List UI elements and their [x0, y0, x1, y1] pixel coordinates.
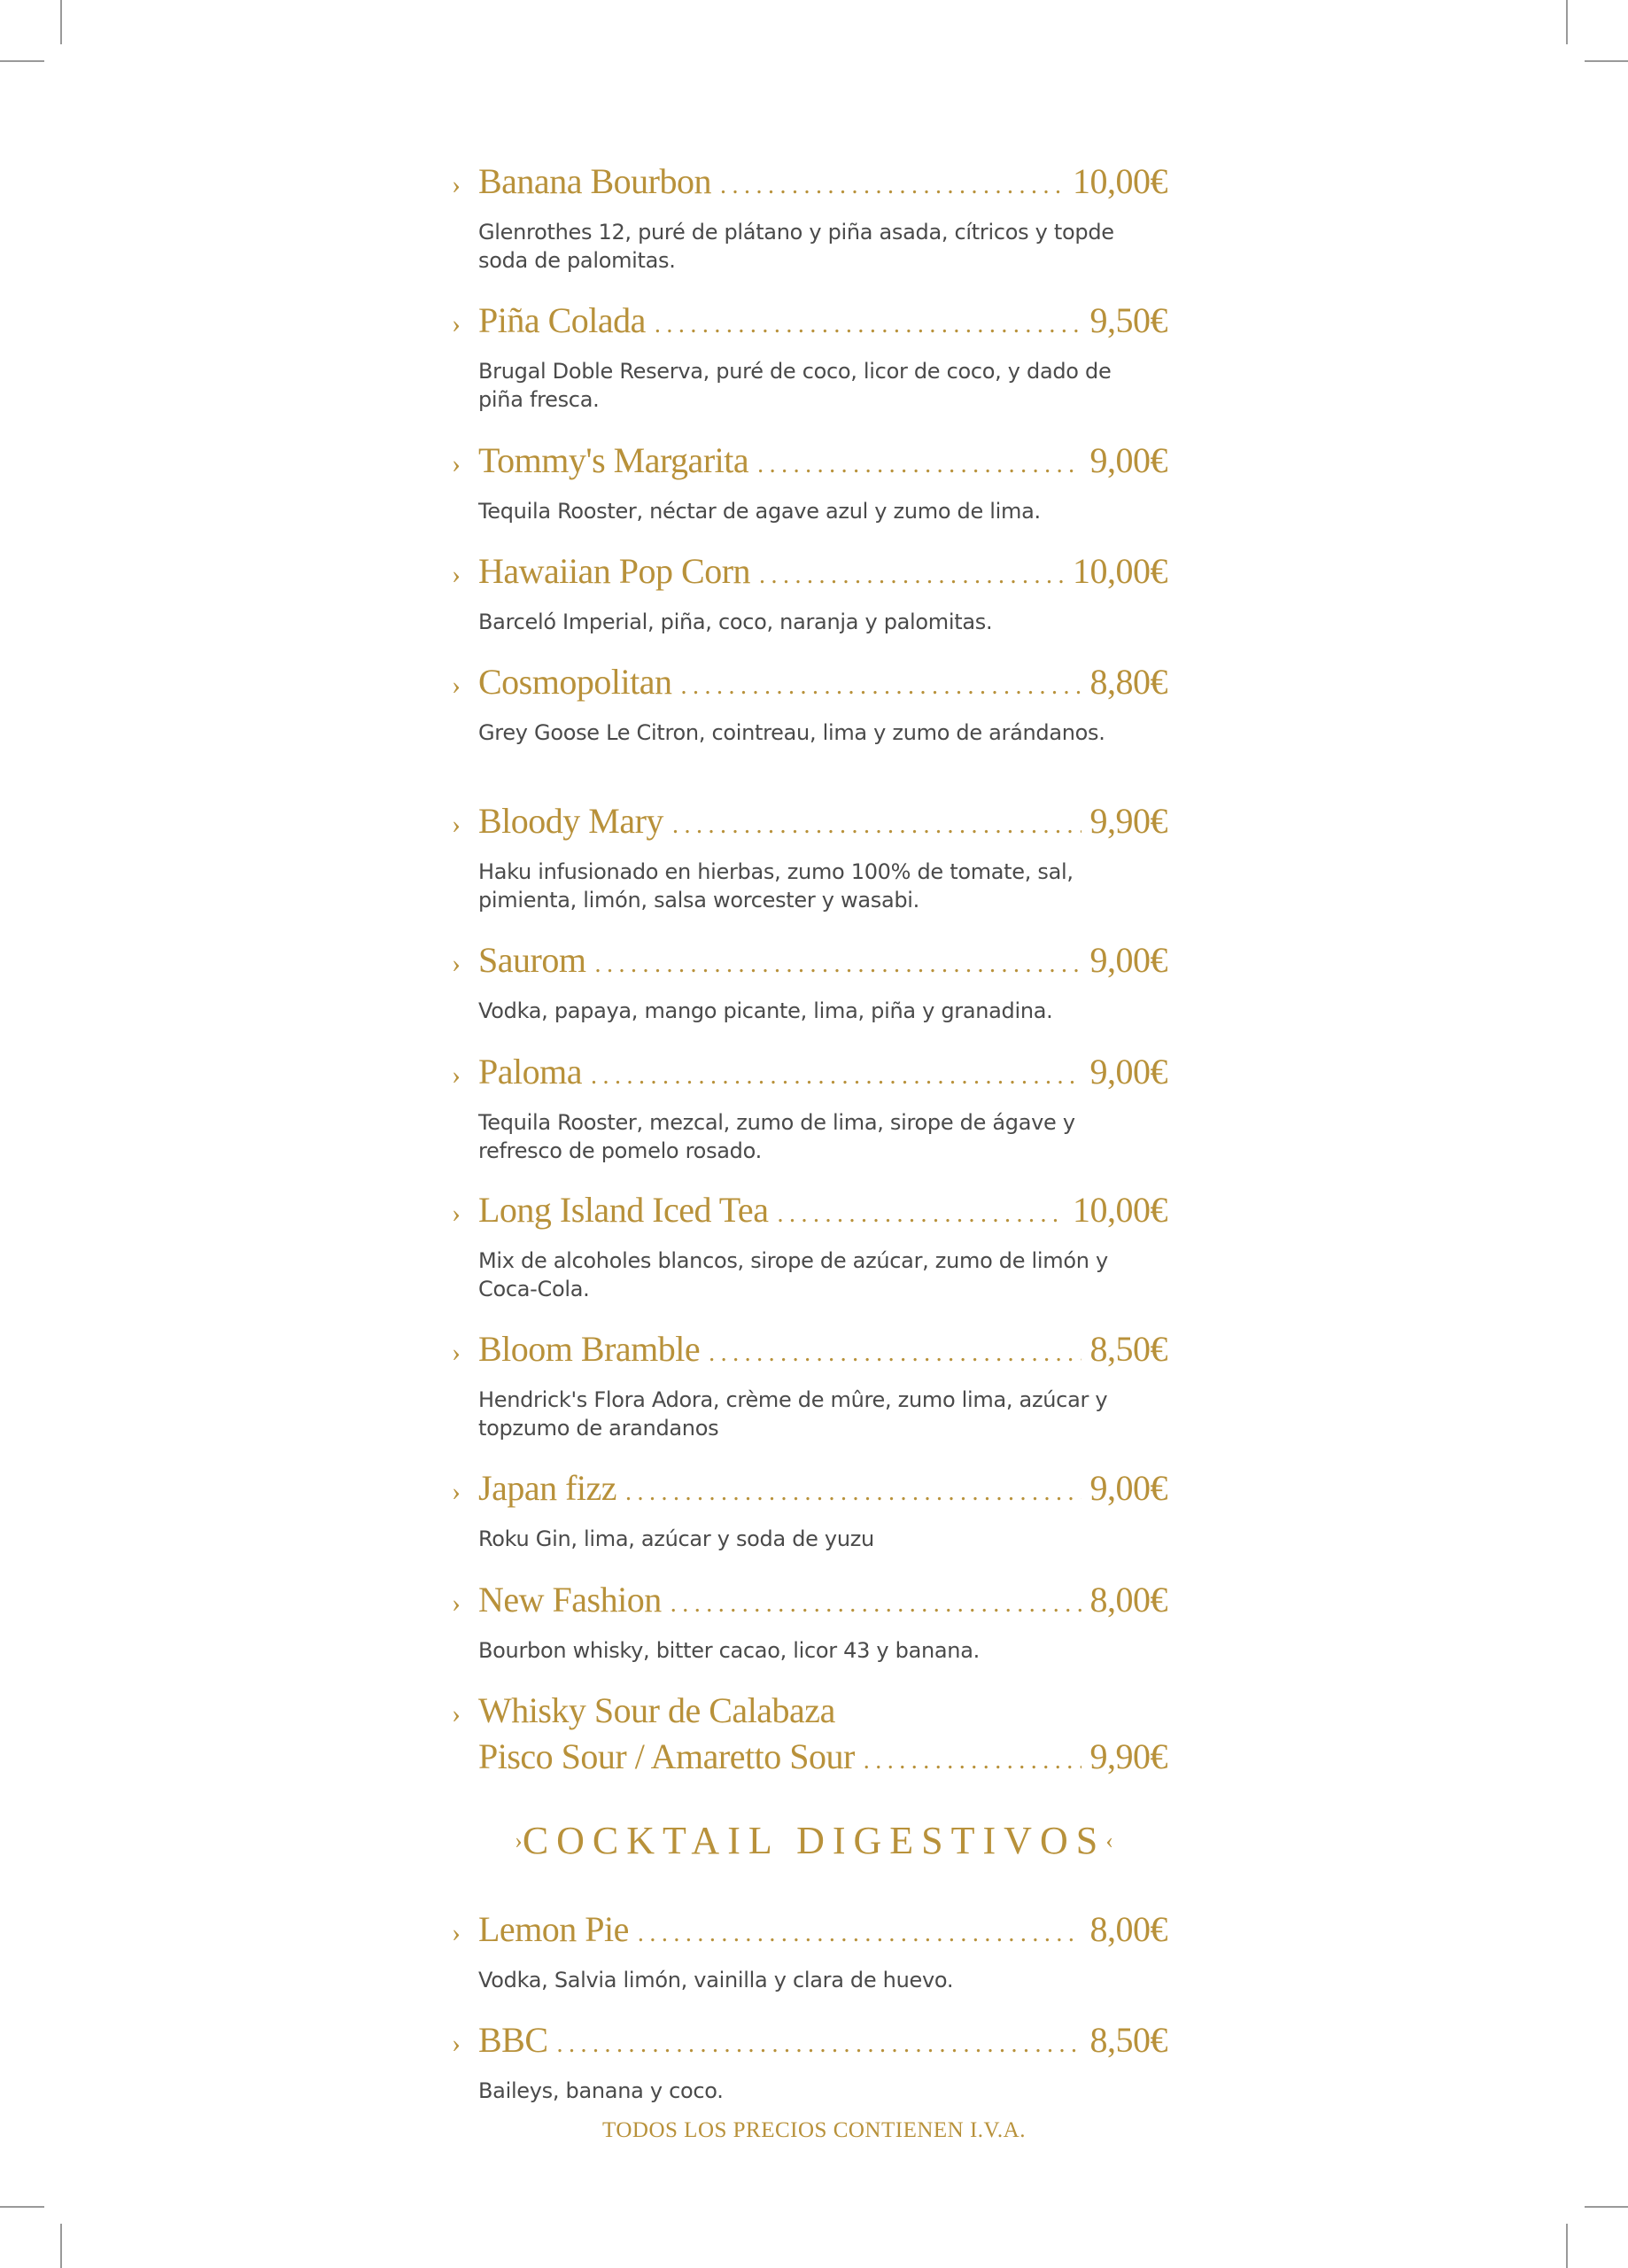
- menu-item-name: Hawaiian Pop Corn: [478, 551, 751, 591]
- menu-item: [452, 1189, 1167, 1303]
- menu-item: [452, 2019, 1167, 2105]
- menu-item-name: Banana Bourbon: [478, 161, 711, 201]
- dot-leader: [625, 1472, 1081, 1514]
- menu-item-name: Saurom: [478, 940, 586, 980]
- menu-item-name: Whisky Sour de Calabaza: [478, 1690, 835, 1730]
- menu-item-price: 8,00€: [1089, 1909, 1167, 1949]
- menu-item-price: 8,50€: [1089, 1329, 1167, 1369]
- menu-item-title-row: [452, 800, 1167, 847]
- menu-item: [452, 1579, 1167, 1665]
- menu-item: [452, 160, 1167, 275]
- menu-item-name: BBC: [478, 2020, 548, 2060]
- menu-item: [452, 1051, 1167, 1165]
- menu-item-title-row: [452, 1051, 1167, 1098]
- menu-item: [452, 1467, 1167, 1553]
- menu-item-name: Tommy's Margarita: [478, 440, 749, 480]
- menu-item-description: Roku Gin, lima, azúcar y soda de yuzu: [478, 1526, 874, 1551]
- menu-item-description: Barceló Imperial, piña, coco, naranja y palomitas.: [478, 610, 993, 634]
- chevron-right-icon: ›: [452, 170, 461, 199]
- menu-item-price: 9,90€: [1089, 801, 1167, 841]
- dot-leader: [655, 304, 1081, 346]
- menu-item-description: Tequila Rooster, mezcal, zumo de lima, sirope de ágave y refresco de pomelo rosado.: [478, 1110, 1075, 1163]
- menu-item: [452, 939, 1167, 1025]
- menu-item-name: New Fashion: [478, 1580, 662, 1619]
- menu-item-title-row: [452, 661, 1167, 708]
- menu-item-description: Mix de alcoholes blancos, sirope de azúcar, zumo de limón y Coca-Cola.: [478, 1248, 1108, 1301]
- chevron-right-icon: ›: [452, 1060, 461, 1090]
- section-title-cocktail-digestivos: [0, 1818, 1628, 1863]
- chevron-right-icon: ›: [452, 1338, 461, 1367]
- chevron-right-icon: ›: [452, 449, 461, 478]
- menu-item: [452, 550, 1167, 636]
- chevron-right-icon: ›: [452, 671, 461, 700]
- menu-item-price: 9,50€: [1089, 300, 1167, 340]
- menu-item-title-row-2: [452, 1736, 1167, 1783]
- chevron-right-icon: ›: [452, 2029, 461, 2058]
- menu-item-title-row: [452, 439, 1167, 486]
- dot-leader: [720, 165, 1064, 207]
- menu-item: [452, 661, 1167, 747]
- menu-item-name: Long Island Iced Tea: [478, 1190, 769, 1230]
- menu-item-title-row: [452, 299, 1167, 346]
- menu-item-description: Baileys, banana y coco.: [478, 2078, 724, 2103]
- menu-item-title-row: [452, 1328, 1167, 1375]
- menu-item-price: 8,00€: [1089, 1580, 1167, 1619]
- vat-notice: TODOS LOS PRECIOS CONTIENEN I.V.A.: [602, 2118, 1026, 2142]
- menu-item-description: Glenrothes 12, puré de plátano y piña asada, cítricos y topde soda de palomitas.: [478, 220, 1114, 273]
- dot-leader: [864, 1740, 1081, 1783]
- chevron-right-icon: ›: [452, 1699, 461, 1728]
- chevron-right-icon: ›: [452, 1199, 461, 1228]
- menu-item-name: Bloom Bramble: [478, 1329, 701, 1369]
- menu-item: [452, 800, 1167, 914]
- menu-item-description: Bourbon whisky, bitter cacao, licor 43 y banana.: [478, 1638, 980, 1663]
- menu-item-price: 9,90€: [1089, 1736, 1167, 1776]
- menu-item-title-row: [452, 1189, 1167, 1236]
- dot-leader: [759, 555, 1064, 597]
- chevron-right-icon: ›: [452, 810, 461, 839]
- dot-leader: [757, 444, 1081, 486]
- chevron-right-icon: ›: [452, 1918, 461, 1947]
- dot-leader: [680, 665, 1081, 708]
- menu-item-title-row: [452, 939, 1167, 986]
- chevron-left-icon: ‹: [1105, 1828, 1113, 1853]
- menu-item-price: 9,00€: [1089, 440, 1167, 480]
- menu-item-title-row: [452, 1908, 1167, 1955]
- menu-item-name-line2: Pisco Sour / Amaretto Sour: [478, 1736, 855, 1776]
- menu-item-price: 10,00€: [1073, 1190, 1167, 1230]
- menu-item-title-row: [452, 1689, 1167, 1736]
- menu-item-description: Grey Goose Le Citron, cointreau, lima y zumo de arándanos.: [478, 720, 1105, 745]
- menu-item: [452, 1908, 1167, 1994]
- menu-item: [452, 1328, 1167, 1442]
- menu-item-name: Cosmopolitan: [478, 662, 672, 702]
- chevron-right-icon: ›: [515, 1828, 523, 1853]
- chevron-right-icon: ›: [452, 1588, 461, 1618]
- menu-item-price: 10,00€: [1073, 161, 1167, 201]
- dot-leader: [777, 1193, 1064, 1236]
- section-title-text: COCKTAIL DIGESTIVOS: [522, 1819, 1106, 1862]
- menu-item-description: Vodka, papaya, mango picante, lima, piña y granadina.: [478, 998, 1053, 1023]
- menu-item-price: 9,00€: [1089, 1052, 1167, 1091]
- menu-item-title-row: [452, 1467, 1167, 1514]
- dot-leader: [671, 1583, 1081, 1626]
- menu-item: [452, 439, 1167, 525]
- menu-item: [452, 299, 1167, 414]
- dot-leader: [591, 1055, 1081, 1098]
- menu-item-description: Brugal Doble Reserva, puré de coco, licor de coco, y dado de piña fresca.: [478, 359, 1112, 412]
- menu-item-price: 8,80€: [1089, 662, 1167, 702]
- menu-item-description: Haku infusionado en hierbas, zumo 100% de tomate, sal, pimienta, limón, salsa worcester y wasabi.: [478, 859, 1074, 913]
- chevron-right-icon: ›: [452, 560, 461, 589]
- dot-leader: [557, 2023, 1081, 2066]
- dot-leader: [709, 1332, 1081, 1375]
- menu-item-description: Hendrick's Flora Adora, crème de mûre, zumo lima, azúcar y topzumo de arandanos: [478, 1387, 1108, 1441]
- menu-item-title-row: [452, 1579, 1167, 1626]
- menu-item-price: 10,00€: [1073, 551, 1167, 591]
- chevron-right-icon: ›: [452, 1477, 461, 1506]
- menu-item: [452, 1689, 1167, 1783]
- menu-item-title-row: [452, 2019, 1167, 2066]
- menu-item-name: Bloody Mary: [478, 801, 663, 841]
- menu-item-price: 9,00€: [1089, 1468, 1167, 1508]
- menu-item-name: Japan fizz: [478, 1468, 617, 1508]
- dot-leader: [638, 1913, 1081, 1955]
- menu-item-description: Tequila Rooster, néctar de agave azul y zumo de lima.: [478, 499, 1041, 524]
- chevron-right-icon: ›: [452, 949, 461, 978]
- dot-leader: [594, 944, 1081, 986]
- menu-item-name: Lemon Pie: [478, 1909, 629, 1949]
- menu-item-price: 8,50€: [1089, 2020, 1167, 2060]
- chevron-right-icon: ›: [452, 309, 461, 338]
- menu-item-description: Vodka, Salvia limón, vainilla y clara de huevo.: [478, 1968, 954, 1992]
- menu-item-name: Piña Colada: [478, 300, 646, 340]
- menu-item-name: Paloma: [478, 1052, 582, 1091]
- dot-leader: [672, 804, 1081, 847]
- menu-item-title-row: [452, 550, 1167, 597]
- menu-item-price: 9,00€: [1089, 940, 1167, 980]
- menu-item-title-row: [452, 160, 1167, 207]
